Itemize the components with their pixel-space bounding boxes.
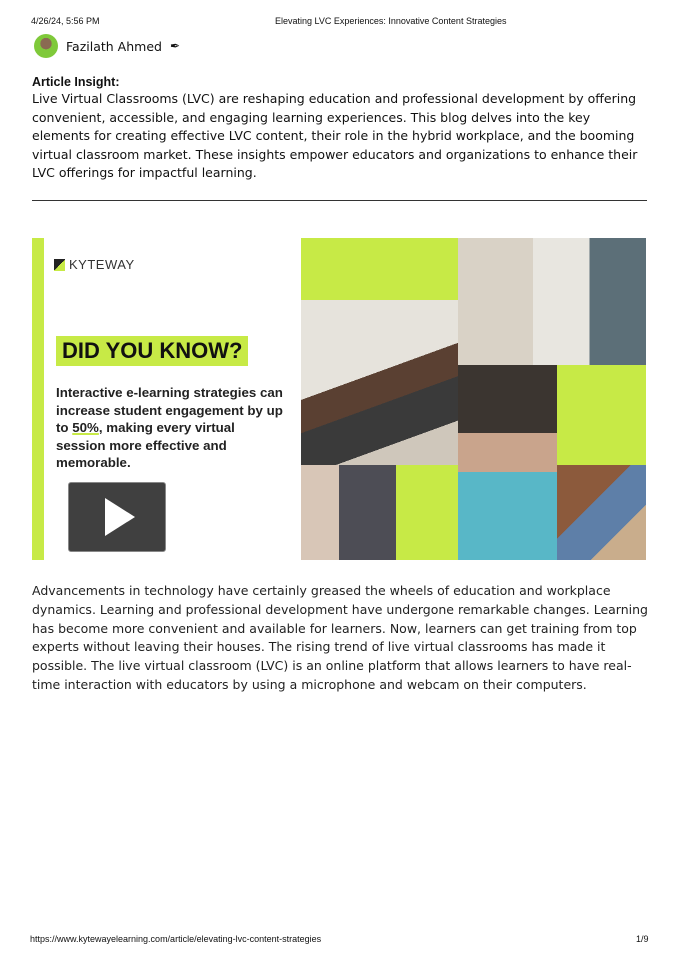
kyteway-logo: [54, 257, 135, 272]
fact-before: Interactive e-learning strategies can increase student engagement by up to: [56, 385, 283, 435]
collage-accent-block: [301, 238, 458, 300]
collage-photo-vr: [458, 365, 557, 560]
logo-text: KYTEWAY: [69, 257, 135, 272]
page-number: 1/9: [636, 934, 649, 944]
article-banner-video[interactable]: [32, 238, 646, 560]
url-prefix: https://: [30, 934, 58, 944]
collage-photo-learner: [557, 465, 646, 560]
collage-accent-block: [557, 365, 646, 465]
play-button[interactable]: [68, 482, 166, 552]
collage-photo-students-laptops: [458, 238, 646, 365]
print-url: [30, 934, 321, 944]
print-title: Elevating LVC Experiences: Innovative Content Strategies: [275, 16, 507, 26]
fact-highlight: 50%: [72, 420, 99, 435]
pen-icon: ✒: [169, 39, 181, 53]
collage-accent-block: [396, 465, 458, 560]
divider: [32, 200, 647, 201]
author-byline: [34, 34, 180, 58]
collage-photo-video-call: [301, 465, 396, 560]
banner-heading: DID YOU KNOW?: [56, 336, 248, 366]
author-name[interactable]: Fazilath Ahmed: [66, 38, 162, 54]
kyteway-logo-icon: [54, 259, 65, 271]
print-datetime: 4/26/24, 5:56 PM: [31, 16, 100, 26]
play-icon: [105, 498, 135, 536]
fact-after: , making every virtual session more effective and memorable.: [56, 420, 235, 470]
article-link[interactable]: www.kytewayelearning.com/article/elevating-lvc-content-strategies: [57, 934, 322, 944]
banner-fact: [56, 384, 286, 472]
avatar[interactable]: [34, 34, 58, 58]
insight-text: Live Virtual Classrooms (LVC) are reshaping education and professional development by offering convenient, accessible, and engaging learning experiences. This blog delves into the key elements for creating effective LVC content, their role in the hybrid workplace, and the booming virtual classroom market. These insights empower educators and organizations to enhance their LVC offerings for impactful learning.: [32, 91, 638, 181]
insight-title: Article Insight:: [32, 75, 120, 89]
accent-bar: [32, 238, 44, 560]
collage-photo-notes: [301, 300, 458, 465]
article-body: Advancements in technology have certainly greased the wheels of education and workplace dynamics. Learning and professional development have undergone remarkable changes. Learning has become more convenient and available for learners. Now, learners can get training from top experts without leaving their houses. The rising trend of live virtual classrooms has made it possible. The live virtual classroom (LVC) is an online platform that allows learners to have real-time interaction with educators by using a microphone and webcam on their computers.: [32, 583, 648, 692]
